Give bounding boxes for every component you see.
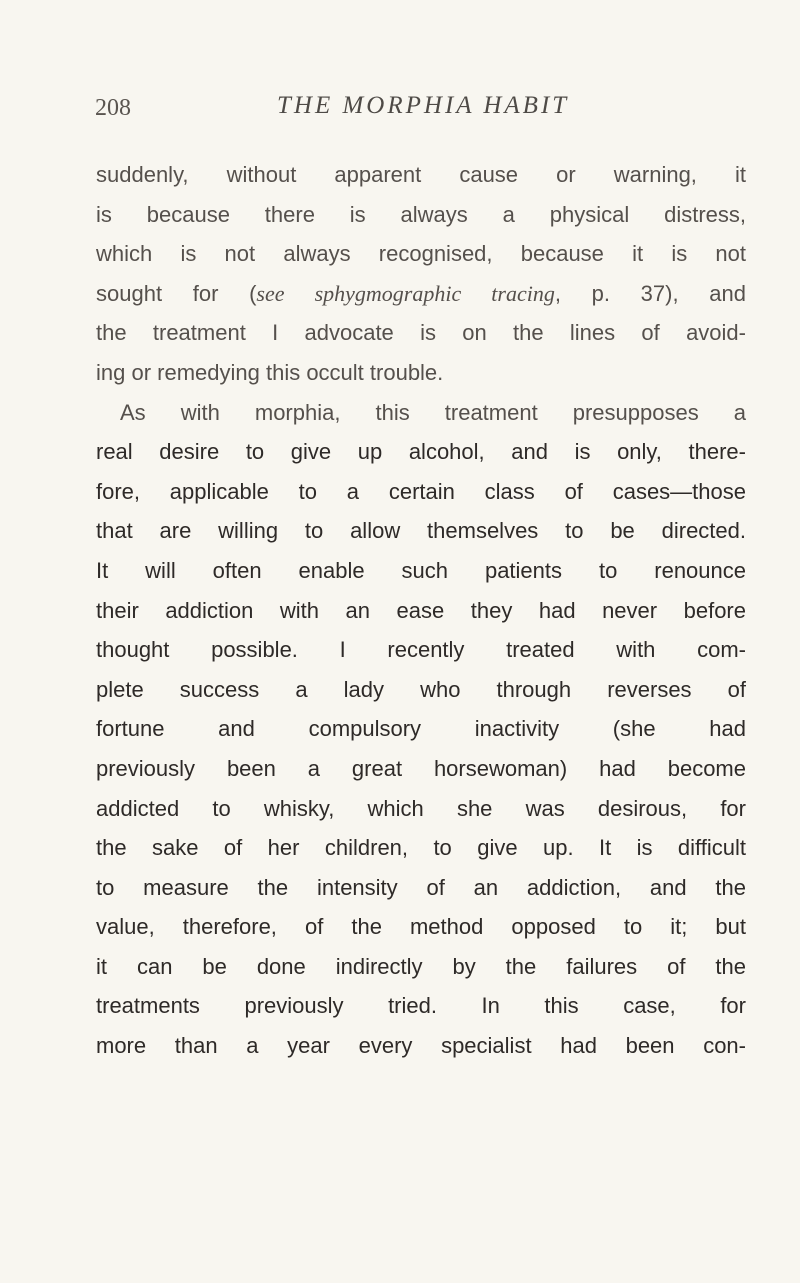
page-number: 208	[95, 95, 131, 121]
text-line: the treatment I advocate is on the lines of avoid-	[96, 320, 746, 346]
text-line: As with morphia, this treatment presupposes a	[120, 399, 746, 425]
running-head	[0, 90, 800, 130]
text-line: the sake of her children, to give up. It is difficult	[96, 835, 746, 861]
text-line: ing or remedying this occult trouble.	[96, 359, 444, 385]
text-line: It will often enable such patients to renounce	[96, 557, 746, 583]
text-line: fore, applicable to a certain class of cases—those	[96, 478, 746, 504]
text-line-with-citation	[96, 274, 746, 314]
text-line: treatments previously tried. In this case, for	[96, 993, 746, 1019]
text-line: addicted to whisky, which she was desirous, for	[96, 795, 746, 821]
text-line: it can be done indirectly by the failures of the	[96, 953, 746, 979]
text-line: their addiction with an ease they had never before	[96, 597, 746, 623]
body-text	[96, 155, 746, 1066]
text-line: suddenly, without apparent cause or warning, it	[96, 162, 746, 187]
text-line: more than a year every specialist had been con-	[96, 1033, 746, 1059]
text-line: fortune and compulsory inactivity (she had	[96, 716, 746, 742]
text-line: real desire to give up alcohol, and is only, there-	[96, 439, 746, 465]
text-fragment: sought for (	[96, 280, 257, 306]
italic-citation: see sphygmographic tracing	[256, 280, 555, 306]
text-line: value, therefore, of the method opposed to it; but	[96, 914, 746, 940]
text-line: is because there is always a physical distress,	[96, 201, 746, 227]
text-line: to measure the intensity of an addiction, and the	[96, 874, 746, 900]
text-line: plete success a lady who through reverses of	[96, 676, 746, 702]
text-line: previously been a great horsewoman) had become	[96, 755, 746, 781]
text-line: which is not always recognised, because it is not	[96, 241, 746, 267]
running-title: THE MORPHIA HABIT	[277, 92, 570, 119]
text-fragment: , p. 37), and	[554, 280, 746, 306]
text-line: that are willing to allow themselves to be directed.	[96, 518, 746, 544]
text-line: thought possible. I recently treated with com-	[96, 637, 746, 663]
